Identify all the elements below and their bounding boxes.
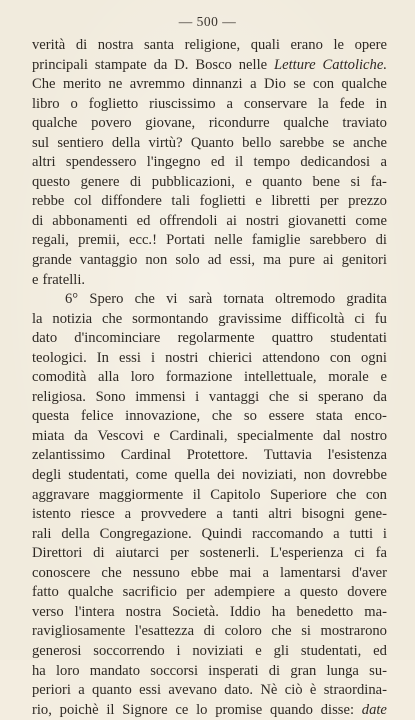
text-line: conoscere che nessuno ebbe mai a lamentarsi d'aver [32, 564, 387, 581]
text-line: 6° Spero che vi sarà tornata oltremodo gradita [65, 291, 387, 308]
text-line: Direttori di aiutarci per sostenerli. L'esperienza ci fa [32, 545, 387, 562]
text-line: Che merito ne avremmo dinnanzi a Dio se con qualche [32, 76, 387, 93]
text-line: verso l'intera nostra Società. Iddio ha benedetto ma- [32, 603, 387, 620]
text-line: miata da Vescovi e Cardinali, specialmente dal nostro [32, 427, 387, 444]
text-line: altri spendessero l'ingegno ed il tempo dedicandosi a [32, 154, 387, 171]
text-line: e fratelli. [32, 271, 86, 288]
text-line: zelantissimo Cardinal Protettore. Tuttavia l'esistenza [32, 447, 387, 464]
text-line: religiosa. Sono immensi i vantaggi che si sperano da [32, 388, 387, 405]
text-line: questa felice innovazione, che so essere stata enco- [32, 408, 387, 425]
text-line: di abbonamenti ed offrendoli ai nostri giovanetti come [32, 212, 387, 229]
text-line: rio, poichè il Signore ce lo promise quando disse: date [32, 701, 387, 718]
text-line: qualche povero giovane, ricondurre qualche traviato [32, 115, 387, 132]
text-line: aggravare maggiormente il Capitolo Superiore che con [32, 486, 387, 503]
text-line: istento riesce a provvedere a tanti altri bisogni gene- [32, 506, 387, 523]
text-line: sul sentiero della virtù? Quanto bello sarebbe se anche [32, 134, 387, 151]
text-line: libro o foglietto riuscissimo a conservare la fede in [32, 95, 387, 112]
text-line: principali stampate da D. Bosco nelle Letture Cattoliche. [32, 56, 387, 73]
text-line: grande vantaggio non solo ad essi, ma pure ai genitori [32, 252, 387, 269]
text-line: rali della Congregazione. Quindi raccomando a tutti i [32, 525, 387, 542]
text-line: generosi soccorrendo i noviziati e gli studentati, ed [32, 642, 387, 659]
text-line: rebbe col diffondere tali foglietti e libretti per prezzo [32, 193, 387, 210]
text-line: periori a quanto essi avevano dato. Nè ciò è straordina- [32, 682, 387, 699]
body-text [32, 36, 387, 720]
text-line: verità di nostra santa religione, quali erano le opere [32, 37, 387, 53]
text-line: teologici. In essi i nostri chierici attendono con ogni [32, 349, 387, 366]
text-line: comodità alla loro formazione intellettuale, morale e [32, 369, 387, 386]
text-line: regali, premii, ecc.! Portati nelle famiglie sarebbero di [32, 232, 387, 249]
page-number: — 500 — [178, 14, 237, 29]
text-line: degli studentati, come quella dei noviziati, non dovrebbe [32, 467, 387, 484]
text-line: fatto qualche sacrificio per adempiere a questo dovere [32, 584, 387, 601]
text-line: la notizia che sormontando gravissime difficoltà ci fu [32, 310, 387, 327]
text-line: dato d'incominciare regolarmente quattro studentati [32, 330, 387, 347]
text-line: ha loro mandato soccorsi insperati di gran lunga su- [32, 662, 387, 679]
text-line: questo genere di pubblicazioni, e quanto bene si fa- [32, 173, 387, 190]
text-line: ravigliosamente l'esattezza di coloro che si mostrarono [32, 623, 387, 640]
